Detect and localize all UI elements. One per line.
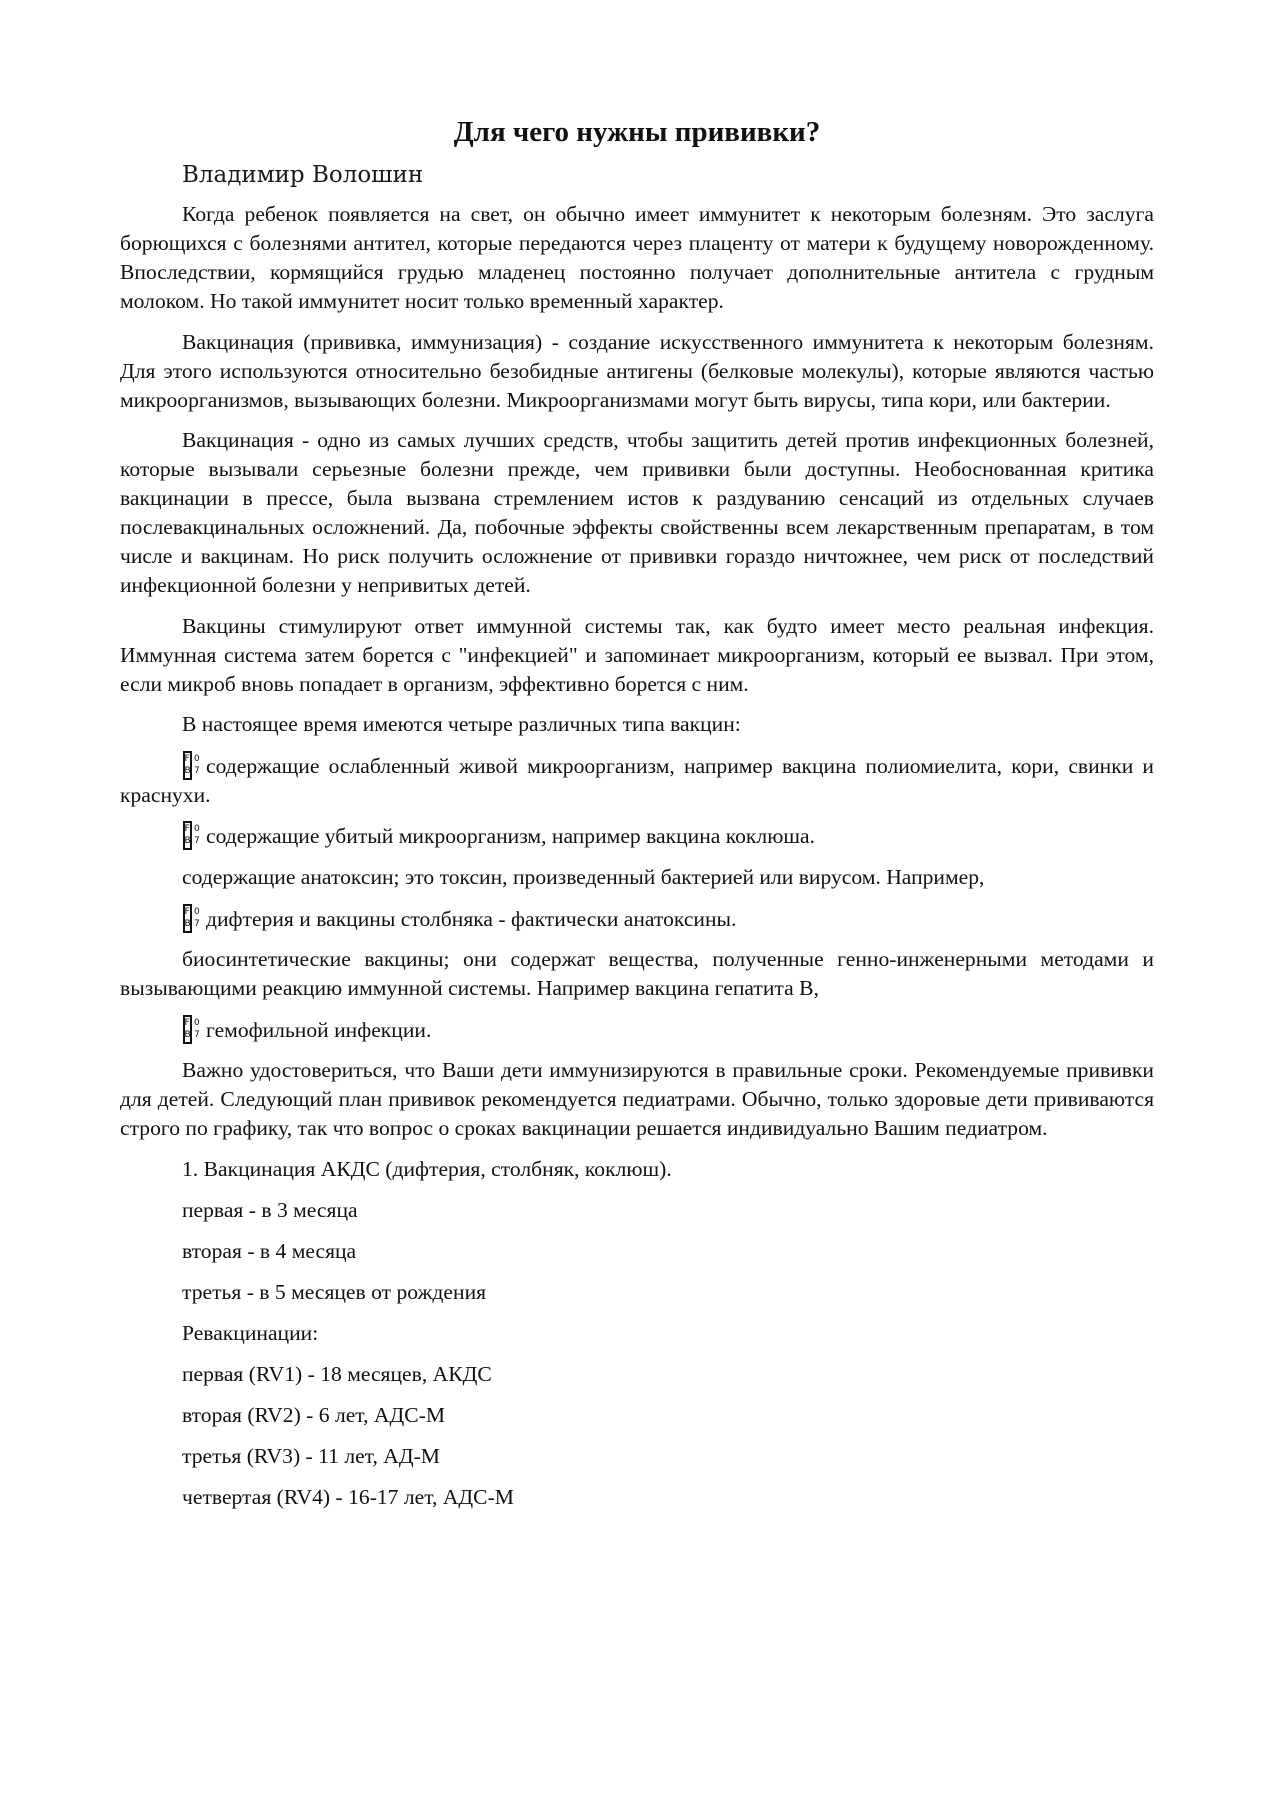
paragraph-vaccination-benefits: Вакцинация - одно из самых лучших средств, чтобы защитить детей против инфекционных болезней, которые вызывали серьезные болезни прежде, чем прививки были доступны. Необоснованная критика вакцинации в прессе, была вызвана стремлением истов к раздуванию сенсаций из отдельных случаев послевакцинальных осложнений. Да, побочные эффекты свойственны всем лекарственным препаратам, в том числе и вакцинам. Но риск получить осложнение от прививки гораздо ничтожнее, чем риск от последствий инфекционной болезни у непривитых детей. <box>120 428 1154 597</box>
vaccine-type-killed-text: содержащие убитый микроорганизм, например вакцина коклюша. <box>206 824 815 848</box>
document-title: Для чего нужны прививки? <box>453 116 821 148</box>
vaccine-type-live-text: содержащие ослабленный живой микроорганизм, например вакцина полиомиелита, кори, свинки и краснухи. <box>120 753 1154 807</box>
bullet-missing-glyph-icon: F 0 B 7 <box>182 751 204 780</box>
bullet-missing-glyph-icon: F 0 B 7 <box>182 904 204 933</box>
vaccine-type-biosynthetic-example <box>120 1015 1154 1045</box>
document-page <box>120 112 1154 1524</box>
vaccine-type-killed <box>120 821 1154 851</box>
revaccination-4: четвертая (RV4) - 16-17 лет, АДС-М <box>182 1484 514 1509</box>
schedule-dose-2: вторая - в 4 месяца <box>182 1238 357 1263</box>
revaccination-1: первая (RV1) - 18 месяцев, АКДС <box>182 1361 492 1386</box>
vaccine-type-toxoid-example-text: дифтерия и вакцины столбняка - фактически анатоксины. <box>206 906 737 931</box>
paragraph-immune-response: Вакцины стимулируют ответ иммунной системы так, как будто имеет место реальная инфекция. Иммунная система затем борется с "инфекцией" и запоминает микроорганизм, который ее вызвал. При этом, если микроб вновь попадает в организм, эффективно борется с ним. <box>120 613 1154 696</box>
paragraph-vaccine-types-intro: В настоящее время имеются четыре различных типа вакцин: <box>182 712 741 736</box>
schedule-heading: 1. Вакцинация АКДС (дифтерия, столбняк, коклюш). <box>182 1156 672 1181</box>
vaccine-type-toxoid: содержащие анатоксин; это токсин, произведенный бактерией или вирусом. Например, <box>182 864 985 889</box>
revaccination-label: Ревакцинации: <box>182 1320 319 1345</box>
paragraph-schedule-importance: Важно удостовериться, что Ваши дети иммунизируются в правильные сроки. Рекомендуемые прививки для детей. Следующий план прививок рекомендуется педиатрами. Обычно, только здоровые дети прививаются строго по графику, так что вопрос о сроках вакцинации решается индивидуально Вашим педиатром. <box>120 1058 1154 1140</box>
paragraph-vaccination-definition: Вакцинация (прививка, иммунизация) - создание искусственного иммунитета к некоторым болезням. Для этого используются относительно безобидные антигены (белковые молекулы), которые являются частью микроорганизмов, вызывающих болезни. Микроорганизмами могут быть вирусы, типа кори, или бактерии. <box>120 329 1154 412</box>
author-name: Владимир Волошин <box>182 162 424 188</box>
vaccine-type-biosynthetic-example-text: гемофильной инфекции. <box>206 1017 432 1042</box>
paragraph-newborn-immunity: Когда ребенок появляется на свет, он обычно имеет иммунитет к некоторым болезням. Это заслуга борющихся с болезнями антител, которые передаются через плаценту от матери к будущему новорожденному. Впоследствии, кормящийся грудью младенец постоянно получает дополнительные антитела с грудным молоком. Но такой иммунитет носит только временный характер. <box>120 202 1154 313</box>
vaccine-type-toxoid-example <box>120 904 1154 934</box>
revaccination-3: третья (RV3) - 11 лет, АД-М <box>182 1443 441 1468</box>
schedule-dose-1: первая - в 3 месяца <box>182 1197 358 1222</box>
vaccine-type-biosynthetic: биосинтетические вакцины; они содержат вещества, полученные генно-инженерными методами и вызывающими реакцию иммунной системы. Например вакцина гепатита B, <box>120 947 1154 1000</box>
revaccination-2: вторая (RV2) - 6 лет, АДС-М <box>182 1402 446 1427</box>
schedule-dose-3: третья - в 5 месяцев от рождения <box>182 1279 487 1304</box>
bullet-missing-glyph-icon: F 0 B 7 <box>182 1015 204 1044</box>
vaccine-type-live <box>120 751 1154 810</box>
bullet-missing-glyph-icon: F 0 B 7 <box>182 821 204 850</box>
